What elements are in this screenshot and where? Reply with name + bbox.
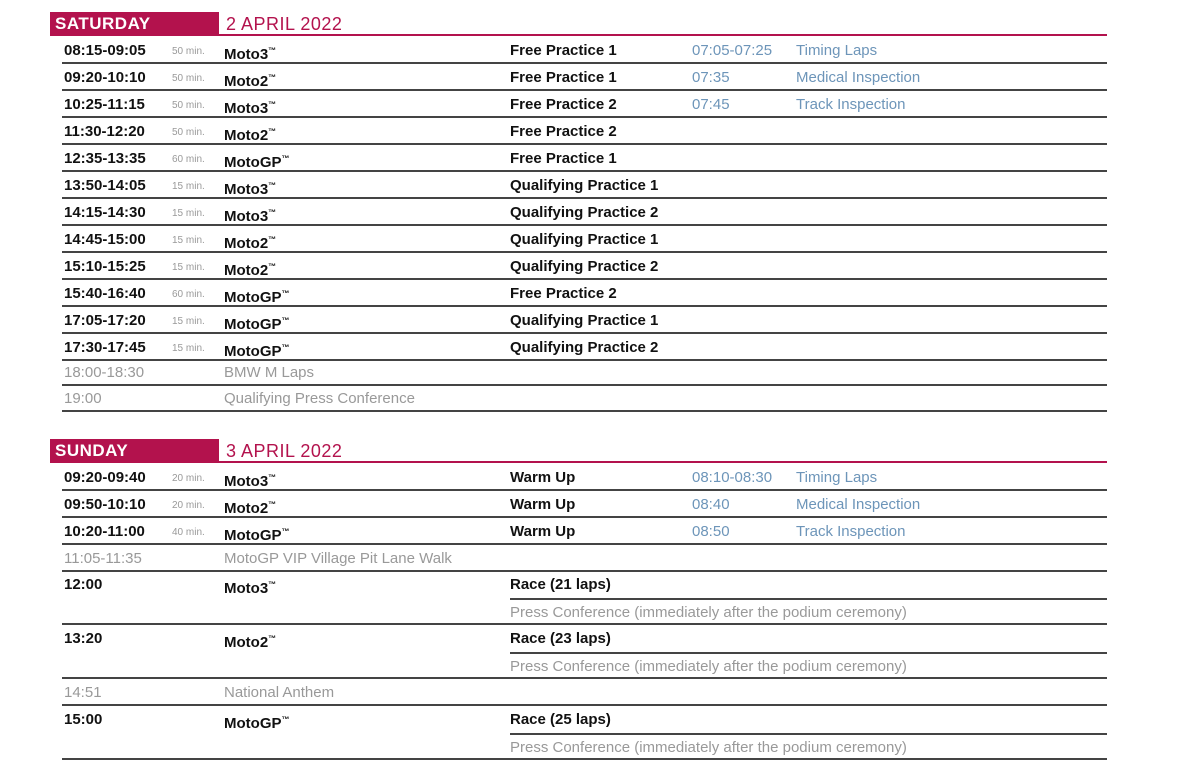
- row-session: Qualifying Practice 1: [510, 231, 659, 248]
- row-time: 10:20-11:00: [64, 523, 145, 540]
- schedule-row: [62, 119, 1107, 145]
- pre-session-label: Medical Inspection: [796, 69, 921, 86]
- row-time: 18:00-18:30: [64, 364, 145, 381]
- row-time: 10:25-11:15: [64, 96, 145, 113]
- row-time: 13:50-14:05: [64, 177, 146, 194]
- press-conference-note: Press Conference (immediately after the podium ceremony): [510, 652, 1107, 679]
- row-duration: 15 min.: [172, 343, 205, 354]
- schedule-row: [62, 335, 1107, 361]
- saturday-divider: [219, 34, 1107, 36]
- schedule-row: [62, 65, 1107, 91]
- row-session: Qualifying Practice 1: [510, 177, 659, 194]
- sunday-date: 3 APRIL 2022: [226, 441, 343, 461]
- schedule-row-race: [62, 626, 1107, 679]
- schedule-row: [62, 680, 1107, 706]
- row-duration: 20 min.: [172, 500, 205, 511]
- row-class: Moto2™: [224, 127, 277, 144]
- row-duration: 50 min.: [172, 73, 205, 84]
- row-session: Race (23 laps): [510, 630, 611, 647]
- row-time: 09:50-10:10: [64, 496, 146, 513]
- schedule-row: [62, 254, 1107, 280]
- sunday-header: [50, 439, 1107, 463]
- row-time: 09:20-09:40: [64, 469, 146, 486]
- row-duration: 50 min.: [172, 127, 205, 138]
- row-class: Moto3™: [224, 473, 277, 490]
- pre-session-time: 08:50: [692, 523, 730, 540]
- row-class: MotoGP™: [224, 289, 290, 306]
- row-session: Qualifying Practice 1: [510, 312, 659, 329]
- row-time: 14:45-15:00: [64, 231, 146, 248]
- schedule-row-race: [62, 572, 1107, 625]
- row-time: 15:00: [64, 711, 103, 728]
- row-event: Qualifying Press Conference: [224, 390, 415, 407]
- schedule-row: [62, 146, 1107, 172]
- row-session: Free Practice 1: [510, 150, 617, 167]
- row-event: National Anthem: [224, 684, 335, 701]
- row-time: 13:20: [64, 630, 103, 647]
- pre-session-label: Medical Inspection: [796, 496, 921, 513]
- row-time: 17:05-17:20: [64, 312, 146, 329]
- row-time: 15:40-16:40: [64, 285, 146, 302]
- row-duration: 60 min.: [172, 154, 205, 165]
- row-class: Moto2™: [224, 500, 277, 517]
- saturday-header: [50, 12, 1107, 36]
- schedule-row: [62, 173, 1107, 199]
- row-time: 15:10-15:25: [64, 258, 146, 275]
- schedule-row: [62, 308, 1107, 334]
- row-class: Moto2™: [224, 634, 277, 651]
- schedule-row: [62, 281, 1107, 307]
- row-time: 14:15-14:30: [64, 204, 146, 221]
- row-duration: 20 min.: [172, 473, 205, 484]
- row-duration: 15 min.: [172, 262, 205, 273]
- row-time: 09:20-10:10: [64, 69, 146, 86]
- row-class: MotoGP™: [224, 715, 290, 732]
- row-time: 19:00: [64, 390, 102, 407]
- row-time: 14:51: [64, 684, 102, 701]
- row-duration: 15 min.: [172, 235, 205, 246]
- schedule-row: [62, 465, 1107, 491]
- row-class: Moto3™: [224, 181, 277, 198]
- pre-session-time: 08:40: [692, 496, 730, 513]
- schedule-row: [62, 227, 1107, 253]
- row-duration: 40 min.: [172, 527, 205, 538]
- row-duration: 15 min.: [172, 316, 205, 327]
- row-session: Race (21 laps): [510, 576, 611, 593]
- row-time: 17:30-17:45: [64, 339, 146, 356]
- row-session: Free Practice 1: [510, 42, 617, 59]
- pre-session-label: Track Inspection: [796, 96, 906, 113]
- pre-session-label: Track Inspection: [796, 523, 906, 540]
- row-duration: 15 min.: [172, 208, 205, 219]
- row-duration: 60 min.: [172, 289, 205, 300]
- press-conference-note: Press Conference (immediately after the podium ceremony): [510, 598, 1107, 625]
- press-conference-note: Press Conference (immediately after the podium ceremony): [510, 733, 1107, 760]
- row-event: BMW M Laps: [224, 364, 315, 381]
- pre-session-time: 07:05-07:25: [692, 42, 773, 59]
- row-time: 12:00: [64, 576, 103, 593]
- row-session: Qualifying Practice 2: [510, 204, 659, 221]
- row-class: Moto2™: [224, 73, 277, 90]
- row-class: Moto3™: [224, 100, 277, 117]
- row-time: 11:05-11:35: [64, 550, 142, 567]
- row-time: 12:35-13:35: [64, 150, 146, 167]
- row-session: Warm Up: [510, 496, 576, 513]
- row-class: MotoGP™: [224, 343, 290, 360]
- schedule-row: [62, 492, 1107, 518]
- row-session: Qualifying Practice 2: [510, 339, 659, 356]
- row-session: Free Practice 1: [510, 69, 617, 86]
- schedule-row: [62, 38, 1107, 64]
- row-class: MotoGP™: [224, 154, 290, 171]
- schedule-row: [62, 386, 1107, 412]
- row-session: Free Practice 2: [510, 285, 617, 302]
- row-duration: 50 min.: [172, 100, 205, 111]
- schedule-row: [62, 200, 1107, 226]
- pre-session-time: 07:45: [692, 96, 730, 113]
- row-event: MotoGP VIP Village Pit Lane Walk: [224, 550, 452, 567]
- row-class: Moto3™: [224, 46, 277, 63]
- row-session: Race (25 laps): [510, 711, 611, 728]
- schedule-row-race: [62, 707, 1107, 760]
- schedule-row: [62, 92, 1107, 118]
- pre-session-label: Timing Laps: [796, 469, 878, 486]
- row-session: Free Practice 2: [510, 96, 617, 113]
- row-duration: 50 min.: [172, 46, 205, 57]
- pre-session-label: Timing Laps: [796, 42, 878, 59]
- saturday-day-label: SATURDAY: [50, 12, 219, 36]
- row-class: Moto3™: [224, 208, 277, 225]
- row-time: 08:15-09:05: [64, 42, 146, 59]
- row-session: Warm Up: [510, 523, 576, 540]
- saturday-date: 2 APRIL 2022: [226, 14, 343, 34]
- schedule-row: [62, 519, 1107, 545]
- row-class: Moto3™: [224, 580, 277, 597]
- row-duration: 15 min.: [172, 181, 205, 192]
- row-session: Free Practice 2: [510, 123, 617, 140]
- row-class: MotoGP™: [224, 527, 290, 544]
- row-class: Moto2™: [224, 235, 277, 252]
- row-class: MotoGP™: [224, 316, 290, 333]
- row-class: Moto2™: [224, 262, 277, 279]
- row-session: Qualifying Practice 2: [510, 258, 659, 275]
- sunday-day-label: SUNDAY: [50, 439, 219, 463]
- row-time: 11:30-12:20: [64, 123, 145, 140]
- pre-session-time: 07:35: [692, 69, 730, 86]
- schedule-row: [62, 360, 1107, 386]
- schedule-row: [62, 546, 1107, 572]
- row-session: Warm Up: [510, 469, 576, 486]
- sunday-divider: [219, 461, 1107, 463]
- pre-session-time: 08:10-08:30: [692, 469, 773, 486]
